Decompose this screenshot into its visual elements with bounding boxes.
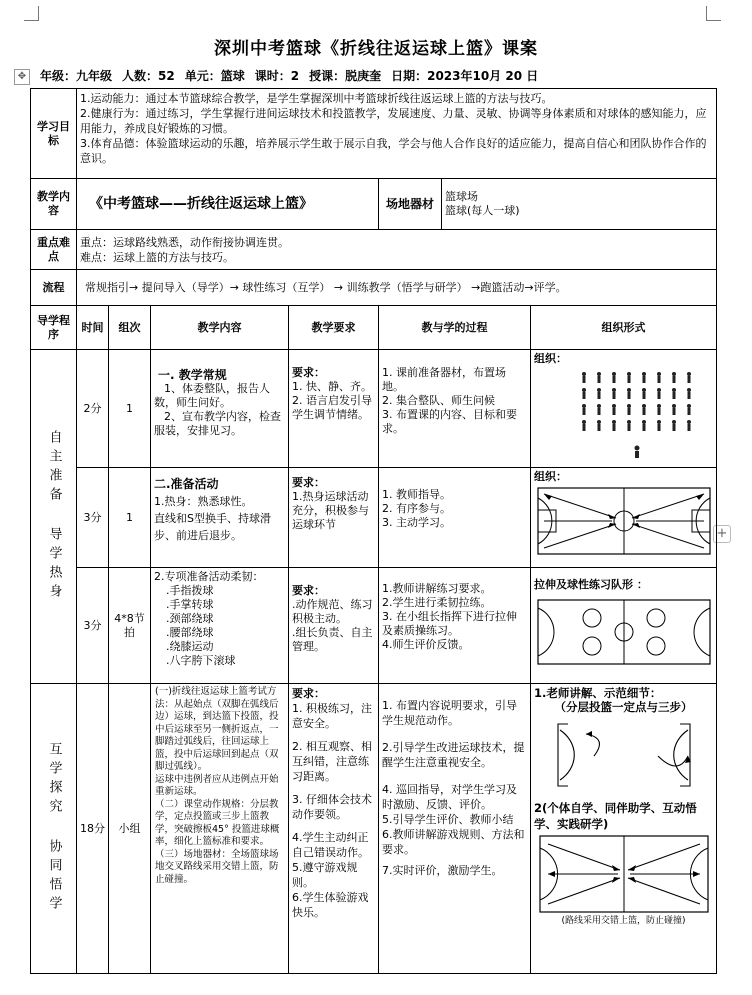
org-title: 2(个体自学、同伴助学、互动悟学、实践研学) <box>534 801 697 831</box>
objective-item: 1.运动能力：通过本节篮球综合教学，是学生掌握深圳中考篮球折线往返运球上篮的方法与技巧。 <box>80 92 553 105</box>
stretch-court-diagram <box>536 598 712 666</box>
org-cell <box>531 468 717 568</box>
student-marker <box>673 392 676 399</box>
header-row <box>31 306 717 350</box>
student-marker <box>642 372 646 376</box>
header-cell: 时间 <box>77 306 109 350</box>
org-title: 组织： <box>534 352 567 365</box>
student-marker <box>612 388 616 392</box>
venue-item: 篮球(每人一球) <box>445 204 520 217</box>
student-marker <box>688 392 691 399</box>
header-cell: 导学程序 <box>31 306 77 350</box>
student-marker <box>598 424 601 431</box>
student-marker <box>657 388 661 392</box>
student-marker <box>687 420 691 424</box>
content-title: 二.准备活动 <box>154 477 219 491</box>
content-line: 运球中违例者应从违例点开始重新运球。 <box>155 773 279 797</box>
info-unit: 单元：篮球 <box>184 69 245 83</box>
student-marker <box>658 392 661 399</box>
group-cell: 1 <box>109 468 151 568</box>
req-line: 1. 积极练习，注意安全。 <box>292 702 372 730</box>
req-line: 3. 仔细体会技术动作要领。 <box>292 793 372 821</box>
info-row <box>14 67 734 85</box>
content-line: .八字胯下滚球 <box>166 654 236 667</box>
student-marker <box>673 424 676 431</box>
student-marker <box>643 376 646 383</box>
student-marker <box>687 404 691 408</box>
student-marker <box>613 408 616 415</box>
table-row <box>31 468 717 568</box>
lesson-table <box>30 88 717 974</box>
req-line: 5.遵守游戏规则。 <box>292 861 358 889</box>
req-title: 要求： <box>292 476 325 489</box>
proc-line: 1. 课前准备器材，布置场地。 <box>382 366 506 393</box>
content-line: (一)折线往返运球上篮考试方法：从起始点（双脚在弧线后边）运球，到达篮下投篮，投中后运球至另一侧折返点，一脚踏过弧线后，往回运球上篮，投中后运球回到起点（双脚过弧线）。 <box>155 686 279 772</box>
proc-line: 4.师生评价反馈。 <box>382 638 470 651</box>
student-marker <box>597 420 601 424</box>
student-marker <box>643 424 646 431</box>
student-marker <box>657 420 661 424</box>
student-marker <box>613 392 616 399</box>
header-cell: 教学要求 <box>289 306 379 350</box>
student-marker <box>642 404 646 408</box>
objectives-label: 学习目标 <box>31 89 77 179</box>
content-label: 教学内容 <box>31 179 77 230</box>
header-cell: 组次 <box>109 306 151 350</box>
req-line: 4.学生主动纠正自己错误动作。 <box>292 831 369 859</box>
content-cell <box>151 568 289 684</box>
student-marker <box>598 392 601 399</box>
student-marker <box>597 404 601 408</box>
student-marker <box>687 372 691 376</box>
process-text: 常规指引→ 提问导入（导学）→ 球性练习（互学） → 训练教学（悟学与研学） →跑篮活动→评学。 <box>77 270 717 306</box>
student-marker <box>612 404 616 408</box>
student-marker <box>643 392 646 399</box>
requirement-cell <box>289 568 379 684</box>
req-title: 要求： <box>292 366 325 379</box>
org-cell <box>531 568 717 684</box>
student-marker <box>642 388 646 392</box>
org-title: 1.老师讲解、示范细节： <box>534 686 662 700</box>
time-cell: 3分 <box>77 568 109 684</box>
objectives-row <box>31 89 717 179</box>
student-marker <box>598 408 601 415</box>
org-cell <box>531 684 717 974</box>
student-marker <box>687 388 691 392</box>
student-marker <box>673 408 676 415</box>
info-count: 人数：52 <box>122 69 175 83</box>
req-line: .组长负责、自主管理。 <box>292 626 373 653</box>
requirement-cell <box>289 468 379 568</box>
content-cell <box>151 468 289 568</box>
process-cell <box>379 568 531 684</box>
student-marker <box>673 376 676 383</box>
content-line: .手指拨球 <box>166 584 214 597</box>
add-column-icon[interactable]: + <box>713 525 731 543</box>
student-marker <box>627 388 631 392</box>
req-line: 2. 相互观察、相互纠错，注意练习距离。 <box>292 740 372 783</box>
student-marker <box>628 392 631 399</box>
student-marker <box>658 376 661 383</box>
proc-line: 2. 集合整队、师生问候 <box>382 394 495 407</box>
teacher-marker <box>635 451 639 458</box>
req-line: 6.学生体验游戏快乐。 <box>292 891 369 919</box>
requirement-cell <box>289 684 379 974</box>
content-line: .腰部绕球 <box>166 626 214 639</box>
student-marker <box>597 372 601 376</box>
proc-line: 6.教师讲解游戏规则、方法和要求。 <box>382 828 525 856</box>
proc-line: 1.教师讲解练习要求。 <box>382 582 492 595</box>
venue-cell <box>379 179 717 230</box>
student-marker <box>612 420 616 424</box>
content-title: 一. 教学常规 <box>158 368 227 382</box>
content-line: .绕膝运动 <box>166 640 214 653</box>
table-row <box>31 568 717 684</box>
teacher-marker <box>635 446 640 451</box>
student-marker <box>583 376 586 383</box>
proc-line: 5.引导学生评价、教师小结 <box>382 813 514 826</box>
content-line: 1、体委整队，报告人数，师生问好。 <box>154 382 270 409</box>
student-marker <box>613 376 616 383</box>
student-marker <box>657 372 661 376</box>
org-note: (路线采用交错上篮，防止碰撞) <box>561 916 686 926</box>
student-marker <box>628 408 631 415</box>
venue-text <box>442 179 717 229</box>
key-point: 重点：运球路线熟悉，动作衔接协调连贯。 <box>80 235 289 249</box>
req-line: 2. 语言启发引导学生调节情绪。 <box>292 394 372 421</box>
process-cell <box>379 468 531 568</box>
student-marker <box>688 424 691 431</box>
content-line: （三）场地器材：全场篮球场地交叉路线采用交错上篮，防止碰撞。 <box>155 848 279 885</box>
content-line: 2、宣布教学内容，检查服装，安排见习。 <box>154 410 281 437</box>
content-cell <box>151 350 289 468</box>
stage1-label: 自主准备 导学热身 <box>46 430 62 603</box>
req-title: 要求： <box>292 584 325 597</box>
student-marker <box>583 392 586 399</box>
org-subtitle: （分层投篮一定点与三步） <box>554 700 693 714</box>
page-corner-mark <box>24 6 39 21</box>
proc-line: 2.学生进行柔韧拉练。 <box>382 596 492 609</box>
student-marker <box>582 388 586 392</box>
student-marker <box>672 388 676 392</box>
proc-line: 7.实时评价，激励学生。 <box>382 864 503 877</box>
content-cell <box>151 684 289 974</box>
student-marker <box>582 420 586 424</box>
student-marker <box>642 420 646 424</box>
half-court-diagram <box>538 716 710 794</box>
header-cell: 组织形式 <box>531 306 717 350</box>
org-title: 拉伸及球性练习队形 ： <box>534 578 648 591</box>
keypoints-label: 重点难点 <box>31 230 77 270</box>
requirement-cell <box>289 350 379 468</box>
proc-line: 3. 主动学习。 <box>382 516 451 529</box>
time-cell: 2分 <box>77 350 109 468</box>
difficult-point: 难点：运球上篮的方法与技巧。 <box>80 250 234 264</box>
group-cell: 小组 <box>109 684 151 974</box>
stage1-label-cell <box>31 350 77 684</box>
content-text: 《中考篮球——折线往返运球上篮》 <box>77 179 379 230</box>
student-marker <box>627 404 631 408</box>
stage2-label: 互学探究 协同悟学 <box>46 742 62 915</box>
student-marker <box>627 420 631 424</box>
content-line: 1.热身：熟悉球性。 <box>154 495 253 508</box>
court-diagram <box>536 486 712 556</box>
group-cell: 1 <box>109 350 151 468</box>
student-marker <box>598 376 601 383</box>
org-cell <box>531 350 717 468</box>
header-cell: 教学内容 <box>151 306 289 350</box>
student-marker <box>613 424 616 431</box>
proc-line: 1. 布置内容说明要求，引导学生规范动作。 <box>382 699 517 727</box>
keypoints-cell <box>77 230 717 270</box>
page-title: 深圳中考篮球《折线往返运球上篮》课案 <box>214 39 538 59</box>
content-line: .颈部绕球 <box>166 612 214 625</box>
process-cell <box>379 350 531 468</box>
req-line: .动作规范、练习积极主动。 <box>292 598 373 625</box>
stage2-label-cell <box>31 684 77 974</box>
proc-line: 2.引导学生改进运球技术，提醒学生注意重视安全。 <box>382 741 525 769</box>
proc-line: 3. 布置课的内容、目标和要求。 <box>382 408 517 435</box>
move-handle-icon[interactable]: ✥ <box>14 69 30 85</box>
content-line: 直线和S型换手、持球滑步、前进后退步。 <box>154 512 271 542</box>
objective-item: 3.体育品德：体验篮球运动的乐趣，培养展示学生敢于展示自我，学会与他人合作良好的适应能力，提高自信心和团队协作合作的意识。 <box>80 137 707 165</box>
req-line: 1.热身运球活动充分，积极参与运球环节 <box>292 490 369 531</box>
formation-diagram <box>534 366 712 460</box>
objective-item: 2.健康行为：通过练习，学生掌握行进间运球技术和投篮教学，发展速度、力量、灵敏、协调等身体素质和对球体的感知能力，应用能力，养成良好锻炼的习惯。 <box>80 107 707 135</box>
student-marker <box>658 408 661 415</box>
student-marker <box>612 372 616 376</box>
info-hours: 课时：2 <box>254 69 300 83</box>
student-marker <box>627 372 631 376</box>
student-marker <box>597 388 601 392</box>
student-marker <box>582 404 586 408</box>
venue-item: 篮球场 <box>445 190 478 203</box>
proc-line: 1. 教师指导。 <box>382 488 451 501</box>
proc-line: 3. 在小组长指挥下进行拉伸及素质操练习。 <box>382 610 517 637</box>
proc-line: 4. 巡回指导，对学生学习及时激励、反馈、评价。 <box>382 783 517 811</box>
keypoints-row <box>31 230 717 270</box>
student-marker <box>688 376 691 383</box>
student-marker <box>628 376 631 383</box>
process-label: 流程 <box>31 270 77 306</box>
student-marker <box>657 404 661 408</box>
venue-label: 场地器材 <box>379 179 442 229</box>
content-row <box>31 179 717 230</box>
content-title: 2.专项准备活动柔韧： <box>154 570 264 583</box>
content-line: .手掌转球 <box>166 598 214 611</box>
student-marker <box>583 424 586 431</box>
student-marker <box>672 420 676 424</box>
info-teacher: 授课：脱庚奎 <box>309 69 382 83</box>
header-cell: 教与学的过程 <box>379 306 531 350</box>
student-marker <box>643 408 646 415</box>
content-line: （二）课堂动作规格：分层教学，定点投篮或三步上篮教学，突破擦板45° 投篮进球概率，细化上篮标准和要求。 <box>155 798 280 847</box>
table-row <box>31 350 717 468</box>
student-marker <box>672 404 676 408</box>
proc-line: 2. 有序参与。 <box>382 502 451 515</box>
zigzag-court-diagram <box>538 834 710 914</box>
process-row <box>31 270 717 306</box>
req-line: 1. 快、静、齐。 <box>292 380 372 393</box>
student-marker <box>658 424 661 431</box>
req-title: 要求： <box>292 687 325 700</box>
page-corner-mark <box>706 6 721 21</box>
student-marker <box>582 372 586 376</box>
process-cell <box>379 684 531 974</box>
student-marker <box>688 408 691 415</box>
student-marker <box>583 408 586 415</box>
time-cell: 18分 <box>77 684 109 974</box>
group-cell: 4*8节拍 <box>109 568 151 684</box>
table-row <box>31 684 717 974</box>
info-grade: 年级：九年级 <box>40 69 113 83</box>
student-marker <box>628 424 631 431</box>
time-cell: 3分 <box>77 468 109 568</box>
org-title: 组织： <box>534 470 567 483</box>
info-date: 日期：2023年10月 20 日 <box>391 69 539 83</box>
objectives-cell <box>77 89 717 179</box>
student-marker <box>672 372 676 376</box>
